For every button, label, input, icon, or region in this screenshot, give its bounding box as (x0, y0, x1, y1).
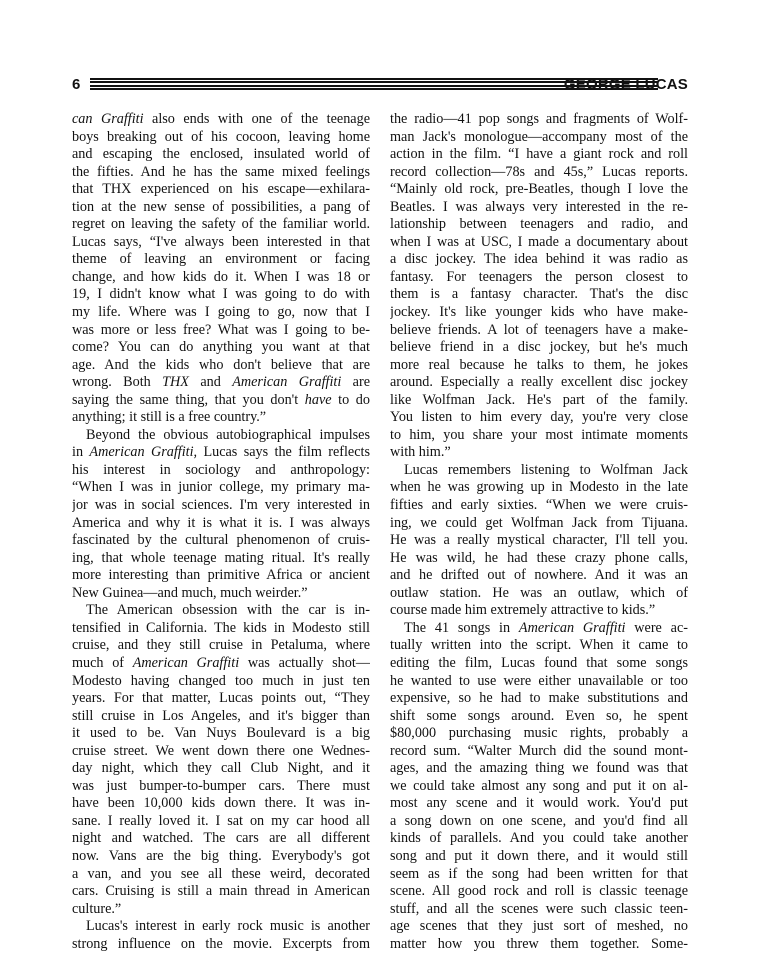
text-line: seem as if the song had been written for that (390, 865, 688, 882)
text-line: Modesto having changed too much in just ten (72, 672, 370, 689)
text-line: “When I was in junior college, my primary ma- (72, 479, 370, 496)
text-line: record sum. “Walter Murch did the sound mont- (390, 742, 688, 759)
text-line: cruise, and they still cruise in Petaluma, where (72, 637, 370, 654)
text-line: culture.” (72, 900, 122, 917)
text-line: kinds of parallels. And you could take another (390, 830, 688, 847)
text-line: The American obsession with the car is in- (86, 602, 370, 619)
text-line: fascinated by the cultural phenomenon of cruis- (72, 532, 370, 549)
text-line: and he drifted out of nowhere. And it was an (390, 567, 688, 584)
text-line: jockey. It's like younger kids who have make- (390, 304, 688, 321)
text-line: can Graffiti also ends with one of the teenage (72, 111, 370, 127)
text-line: fifties and early sixties. “When we were cruis- (390, 497, 688, 514)
text-line: the fifties. And he has the same mixed feelings (72, 163, 370, 180)
text-line: with him.” (390, 444, 451, 461)
text-line: night and watched. The cars are all different (72, 830, 370, 847)
text-line: expensive, so he had to make substitutions and (390, 690, 688, 707)
text-line: jor was in social sciences. I'm very interested in (72, 497, 370, 514)
text-line: his interest in sociology and anthropology: (72, 461, 370, 478)
text-line: was more or less free? What was I going to be- (72, 321, 370, 338)
text-line: was just bumper-to-bumper cars. There must (72, 777, 370, 794)
text-line: in American Graffiti, Lucas says the film reflects (72, 444, 370, 461)
text-line: action in the film. “I have a giant rock and roll (390, 146, 688, 163)
text-line: Lucas remembers listening to Wolfman Jack (404, 461, 688, 478)
text-line: a van, and you see all these weird, decorated (72, 865, 370, 882)
text-line: age. And the kids who don't believe that are (72, 356, 370, 373)
text-line: He was a really mystical character, I'll tell you. (390, 532, 688, 549)
text-line: wrong. Both THX and American Graffiti are (72, 374, 370, 391)
text-line: Beatles. I was always very interested in the re- (390, 198, 688, 215)
text-line: more real because he talks to them, he jokes (390, 356, 688, 373)
text-line: the radio—41 pop songs and fragments of Wolf- (390, 111, 688, 127)
text-line: cars. Cruising is still a main thread in American (72, 883, 370, 900)
text-line: course made him extremely attractive to kids.” (390, 602, 656, 619)
text-line: man Jack's monologue—accompany most of the (390, 128, 688, 145)
text-line: to him, you share your most intimate moments (390, 426, 688, 443)
text-line: The 41 songs in American Graffiti were ac- (404, 619, 688, 636)
text-line: that THX experienced on his escape—exhilara- (72, 181, 370, 198)
text-line: tually written into the script. When it came to (390, 637, 688, 654)
text-line: still cruise in Los Angeles, and it's bigger than (72, 707, 370, 724)
text-line: ages, and the amazing thing we found was that (390, 760, 688, 777)
text-line: a disc jockey. The idea behind it was radio as (390, 251, 688, 268)
text-line: fantasy. For teenagers the person closest to (390, 268, 688, 285)
text-line: ing, that whole teenage mating ritual. It's really (72, 549, 370, 566)
text-line: ing, we could get Wolfman Jack from Tijuana. (390, 514, 688, 531)
page-number: 6 (72, 76, 81, 93)
text-line: tion at the new sense of possibilities, a pang of (72, 198, 370, 215)
running-title: GEORGE LUCAS (563, 76, 688, 93)
text-line: he wanted to use were either unavailable or too (390, 672, 688, 689)
text-line: and escaping the enclosed, insulated world of (72, 146, 370, 163)
text-line: He was wild, he had these crazy phone calls, (390, 549, 688, 566)
text-line: editing the film, Lucas found that some songs (390, 654, 688, 671)
text-line: Lucas says, “I've always been interested in that (72, 233, 370, 250)
text-line: a song down on one scene, and you'd find all (390, 812, 688, 829)
text-line: more interesting than primitive Africa or ancient (72, 567, 370, 584)
text-line: song and put it down there, and it would still (390, 847, 688, 864)
text-line: most any scene and it would work. You'd put (390, 795, 688, 812)
text-line: years. For that matter, Lucas points out, “They (72, 690, 370, 707)
text-line: when I was at USC, I made a documentary about (390, 233, 688, 250)
text-line: now. Vans are the big thing. Everybody's got (72, 847, 370, 864)
text-line: shift some songs around. Even so, he spent (390, 707, 688, 724)
text-line: tensified in California. The kids in Modesto still (72, 619, 370, 636)
text-line: change, and how kids do it. When I was 18 or (72, 268, 370, 285)
text-line: it used to be. Van Nuys Boulevard is a big (72, 725, 370, 742)
text-line: stuff, and all the scenes were such classic teen- (390, 900, 688, 917)
text-line: Lucas's interest in early rock music is another (86, 918, 370, 935)
text-line: sane. I really loved it. I sat on my car hood all (72, 812, 370, 829)
text-line: age scenes that they just sort of meshed, no (390, 918, 688, 935)
text-line: cruise street. We went down there one Wednes- (72, 742, 370, 759)
text-line: we could take almost any song and put it on al- (390, 777, 688, 794)
text-line: saying the same thing, that you don't have to do (72, 391, 370, 408)
text-line: anything; it still is a free country.” (72, 409, 267, 426)
text-line: $80,000 purchasing music rights, probably a (390, 725, 688, 742)
text-line: lationship between teenagers and radio, and (390, 216, 688, 233)
text-line: “Mainly old rock, pre-Beatles, though I love the (390, 181, 688, 198)
text-line: day night, which they call Club Night, and it (72, 760, 370, 777)
text-line: around. Especially a really excellent disc jockey (390, 374, 688, 391)
text-line: boys breaking out of his cocoon, leaving home (72, 128, 370, 145)
text-line: 19, I didn't know what I was going to do with (72, 286, 370, 303)
page-header (72, 76, 688, 96)
text-line: much of American Graffiti was actually shot— (72, 654, 370, 671)
text-line: outlaw station. He was an outlaw, which of (390, 584, 688, 601)
text-line: have been 10,000 kids down there. It was in- (72, 795, 370, 812)
text-line: believe friends. A lot of teenagers have a make- (390, 321, 688, 338)
text-line: You listen to him every day, you're very close (390, 409, 688, 426)
text-line: my life. Where was I going to go, now that I (72, 304, 370, 321)
text-line: theme of leaving an environment or facing (72, 251, 370, 268)
text-line: record collection—78s and 45s,” Lucas reports. (390, 163, 688, 180)
text-line: scene. All good rock and roll is classic teenage (390, 883, 688, 900)
text-line: regret on leaving the safety of the familiar world. (72, 216, 370, 233)
text-line: believe friend in a disc jockey, but he's much (390, 339, 688, 356)
text-line: come? You can do anything you want at that (72, 339, 370, 356)
text-line: Beyond the obvious autobiographical impulses (86, 426, 370, 443)
text-line: New Guinea—and much, much weirder.” (72, 584, 308, 601)
text-line: America and why it is what it is. I was always (72, 514, 370, 531)
text-line: strong influence on the movie. Excerpts from (72, 935, 370, 952)
text-line: them is a fantasy character. That's the disc (390, 286, 688, 303)
left-text-column (72, 111, 370, 953)
text-line: matter how you threw them together. Some- (390, 935, 688, 952)
text-line: like Wolfman Jack. He's part of the family. (390, 391, 688, 408)
text-line: when he was growing up in Modesto in the late (390, 479, 688, 496)
right-text-column (390, 111, 688, 953)
